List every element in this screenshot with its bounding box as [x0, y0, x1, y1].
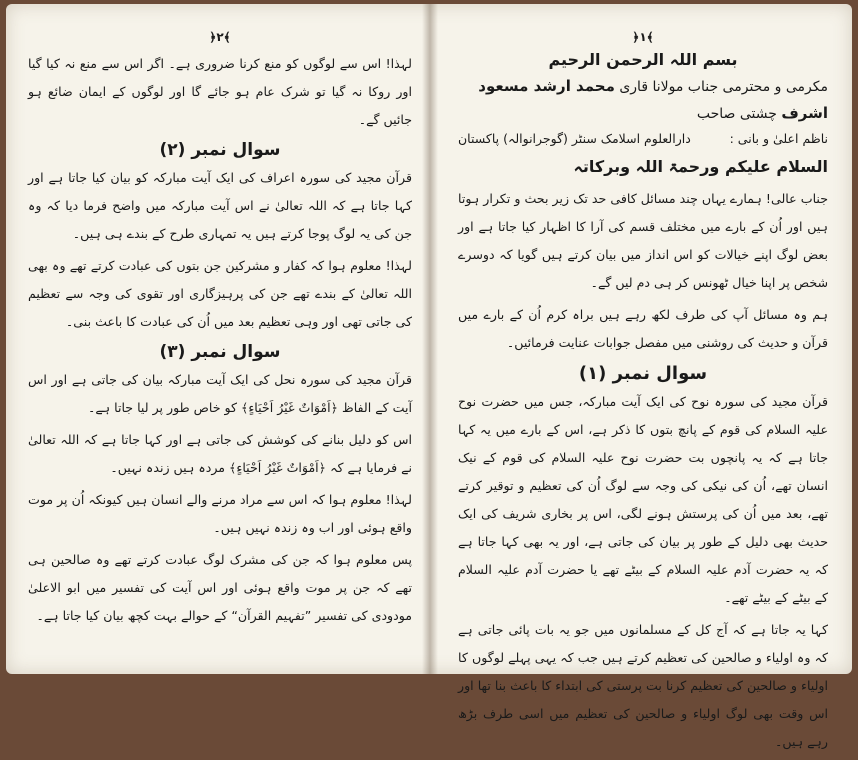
right-page	[458, 30, 828, 760]
question-heading: سوال نمبر (۳)	[159, 342, 281, 362]
paragraph: ہم وہ مسائل آپ کی طرف لکھ رہے ہیں براہ کرم اُن کے بارے میں قرآن و حدیث کی روشنی میں مفصل جوابات عنایت فرمائیں۔	[458, 307, 828, 350]
book-spread	[6, 4, 852, 749]
bismillah: بسم اللہ الرحمن الرحیم	[548, 50, 738, 69]
address-name: محمد ارشد مسعود اشرف	[478, 77, 828, 122]
page-number: ﴿۲﴾	[209, 30, 231, 44]
question-heading: سوال نمبر (۱)	[578, 363, 708, 384]
address-line	[458, 73, 828, 127]
page-number: ﴿۱﴾	[632, 30, 654, 44]
paragraph: لہذا! اس سے لوگوں کو منع کرنا ضروری ہے۔ اگر اس سے منع نہ کیا گیا اور روکا نہ گیا تو شرک عام ہو جائے گا اور لوگوں کے ایمان ضائع ہو جائیں گے۔	[28, 56, 412, 127]
paragraph: قرآن مجید کی سورہ اعراف کی ایک آیت مبارکہ کو بیان کیا جاتا ہے اور کہا جاتا ہے کہ اللہ تعالیٰ نے اس آیت مبارکہ میں واضح فرما دیا کہ وہ جن کی یہ لوگ پوجا کرتے ہیں یہ تمہاری طرح کے بندے ہی ہیں۔	[28, 170, 412, 241]
address-suffix: چشتی صاحب	[696, 106, 777, 122]
left-page	[28, 30, 412, 634]
book-gutter	[422, 4, 438, 674]
paragraph: قرآن مجید کی سورہ نحل کی ایک آیت مبارکہ بیان کی جاتی ہے اور اس آیت کے الفاظ ﴿اَمْوَاتٌ غَيْرُ اَحْيَاءٍ﴾ کو خاص طور پر لیا جاتا ہے۔	[28, 372, 412, 415]
paragraph: کہا یہ جاتا ہے کہ آج کل کے مسلمانوں میں جو یہ بات پائی جاتی ہے کہ وہ اولیاء و صالحین کی تعظیم کرتے ہیں جب کہ یہی پہلے لوگوں کا اولیاء و صالحین کی تعظیم کرنا بت پرستی کی ابتداء کا باعث بنا تھا اور اس وقت بھی لوگ اولیاء و صالحین کی تعظیم میں اسی طرف بڑھ رہے ہیں۔	[458, 622, 828, 749]
title-right: ناظم اعلیٰ و بانی :	[729, 131, 828, 146]
paragraph: اس کو دلیل بنانے کی کوشش کی جاتی ہے اور کہا جاتا ہے کہ اللہ تعالیٰ نے فرمایا ہے کہ ﴿اَمْوَاتٌ غَيْرُ اَحْيَاءٍ﴾ مردہ ہیں زندہ نہیں۔	[28, 432, 412, 475]
paragraph: لہذا! معلوم ہوا کہ کفار و مشرکین جن بتوں کی عبادت کرتے تھے وہ بھی اللہ تعالیٰ کے بندے تھے جن کی پرہیزگاری اور تقوی کی وجہ سے تعظیم کی جاتی تھی اور وہی تعظیم بعد میں اُن کی عبادت کا باعث بنی۔	[28, 258, 412, 329]
salutation: السلام علیکم ورحمۃ اللہ وبرکاتہ	[573, 157, 828, 176]
title-left: دارالعلوم اسلامک سنٹر (گوجرانوالہ) پاکستان	[458, 131, 691, 146]
paragraph: پس معلوم ہوا کہ جن کی مشرک لوگ عبادت کرتے تھے وہ صالحین ہی تھے کہ جن پر موت واقع ہوئی اور اس آیت کی تفسیر میں ابو الاعلیٰ مودودی کی تفسیر ”تفہیم القرآن“ کے حوالے بہت کچھ بیان کیا جاتا ہے۔	[28, 552, 412, 623]
address-prefix: مکرمی و محترمی جناب مولانا قاری	[619, 79, 828, 95]
question-heading: سوال نمبر (۲)	[159, 140, 281, 160]
title-row	[458, 127, 828, 151]
paragraph: قرآن مجید کی سورہ نوح کی ایک آیت مبارکہ، جس میں حضرت نوح علیہ السلام کی قوم کے پانچ بتوں کا ذکر ہے، اس کے بارے میں یہ کہا جاتا ہے کہ یہ پانچوں بت حضرت نوح علیہ السلام کی قوم کے نیک انسان تھے، اُن کی نیکی کی وجہ سے لوگ اُن کی تعظیم و توقیر کرتے تھے، بعد میں اُن کی پرستش ہونے لگی، اس پر بخاری شریف کی ایک حدیث بھی دلیل کے طور پر بیان کی جاتی ہے، اور یہ بھی کہا جاتا ہے کہ یہ حضرت آدم علیہ السلام کے بیٹے تھے یا حضرت آدم علیہ السلام کے بیٹے کے بیٹے تھے۔	[458, 394, 828, 605]
paragraph: لہذا! معلوم ہوا کہ اس سے مراد مرنے والے انسان ہیں کیونکہ اُن پر موت واقع ہوئی اور اب وہ زندہ نہیں ہیں۔	[28, 492, 412, 535]
paragraph: جناب عالی! ہمارے یہاں چند مسائل کافی حد تک زیر بحث و تکرار ہوتا ہیں اور اُن کے بارے میں مختلف قسم کی آرا کا اظہار کیا جاتا ہے اور بعض لوگ اپنے خیالات کو اس انداز میں بیان کرتے ہیں گویا کہ دوسرے شخص پر اپنا خیال ٹھونس کر ہی دم لیں گے۔	[458, 191, 828, 290]
